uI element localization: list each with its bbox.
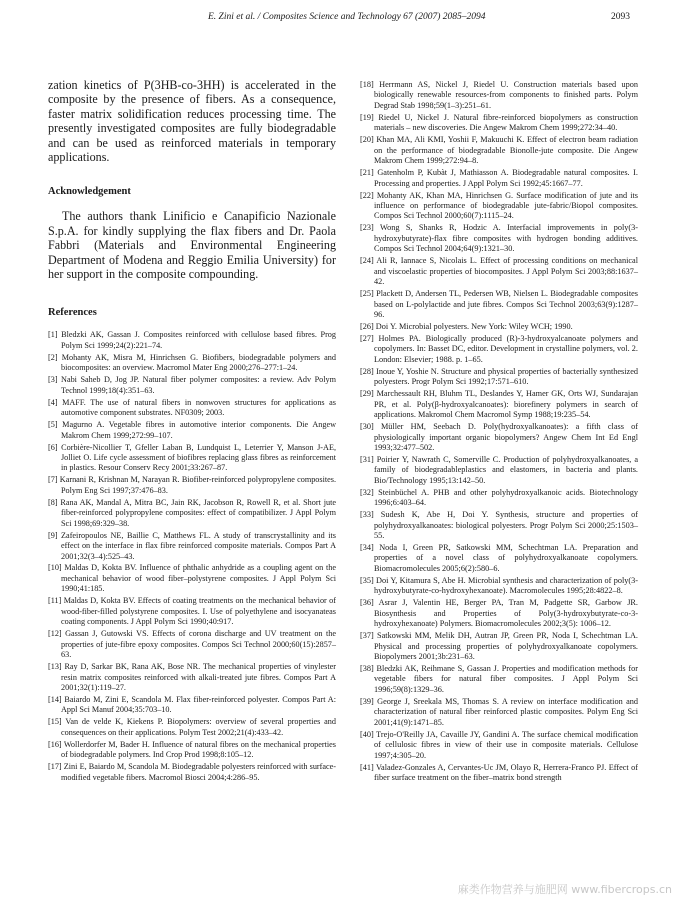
reference-item: [12] Gassan J, Gutowski VS. Effects of corona discharge and UV treatment on the properties of jute-fibre epoxy composites. Compos Sci Technol 2000;60(15):2857–63. bbox=[48, 629, 336, 660]
reference-item: [19] Riedel U, Nickel J. Natural fibre-reinforced biopolymers as construction materials – new discoveries. Die Angew Makrom Chem 1999;272:34–40. bbox=[360, 112, 638, 133]
reference-item: [37] Satkowski MM, Melik DH, Autran JP, Green PR, Noda I, Schechtman LA. Physical and processing properties of polyhydroxyalkanoate copolymers. Biopolymers 2001;3b:231–63. bbox=[360, 631, 638, 662]
running-header bbox=[48, 12, 630, 26]
watermark: 麻类作物营养与施肥网 www.fibercrops.cn bbox=[457, 883, 672, 896]
reference-item: [16] Wollerdorfer M, Bader H. Influence of natural fibres on the mechanical properties of biodegradable polymers. Ind Crop Prod 1998;8:105–12. bbox=[48, 739, 336, 760]
acknowledgement-heading: Acknowledgement bbox=[48, 186, 131, 198]
reference-item: [31] Poirier Y, Nawrath C, Somerville C. Production of polyhydroxyalkanoates, a family of biodegradableplastics and elastomers, in bacteria and plants. Bio/Technology 1995;13:142–50. bbox=[360, 454, 638, 485]
reference-item: [35] Doi Y, Kitamura S, Abe H. Microbial synthesis and characterization of poly(3-hydroxybutyrate-co-hydroxyhexanoate). Macromolecules 1995;28:4822–8. bbox=[360, 575, 638, 596]
reference-list-left bbox=[48, 330, 336, 783]
reference-item: [29] Marchessault RH, Bluhm TL, Deslandes Y, Hamer GK, Orts WJ, Sundarajan PR, et al. Poly(β-hydroxyalcanoates): biorefinery polymers in search of applications. Makromol Chem Macromol Symp 1988;19:235–54. bbox=[360, 389, 638, 420]
reference-item: [18] Herrmann AS, Nickel J, Riedel U. Construction materials based upon biologically renewable resources-from components to finished parts. Polym Degrad Stab 1998;59(1–3):251–61. bbox=[360, 80, 638, 110]
reference-item: [2] Mohanty AK, Misra M, Hinrichsen G. Biofibers, biodegradable polymers and biocomposites: an overview. Macromol Mater Eng 2000;276–277:1–24. bbox=[48, 352, 336, 373]
reference-item: [13] Ray D, Sarkar BK, Rana AK, Bose NR. The mechanical properties of vinylester resin matrix composites reinforced with alkali-treated jute fibres. Compos Part A 2001;32(1):119–27. bbox=[48, 662, 336, 692]
reference-item: [23] Wong S, Shanks R, Hodzic A. Interfacial improvements in poly(3-hydroxybutyrate)-flax fibre composites with hydrogen bonding additives. Compos Sci Technol 2004;64(9):1321–30. bbox=[360, 223, 638, 254]
reference-item: [38] Bledzki AK, Reihmane S, Gassan J. Properties and modification methods for vegetable fibers for natural fiber composites. J Appl Polym Sci 1996;59(8):1329–36. bbox=[360, 664, 638, 694]
reference-item: [14] Baiardo M, Zini E, Scandola M. Flax fiber-reinforced polyester. Compos Part A: Appl Sci Manuf 2004;35:703–10. bbox=[48, 694, 336, 715]
reference-item: [9] Zafeiropoulos NE, Baillie C, Matthews FL. A study of transcrystallinity and its effect on the interface in flax fibre reinforced composite materials. Compos Part A 2001;32(3–4):525–43. bbox=[48, 530, 336, 561]
reference-item: [27] Holmes PA. Biologically produced (R)-3-hydroxyalcanoate polymers and copolymers. In: Basset DC, editor. Development in crystalline polymers, vol. 2. London: Elsevier; 1988. p. 1–65. bbox=[360, 333, 638, 364]
reference-item: [41] Valadez-Gonzales A, Cervantes-Uc JM, Olayo R, Herrera-Franco PJ. Effect of fiber surface treatment on the fiber–matrix bond strength bbox=[360, 762, 638, 783]
reference-item: [28] Inoue Y, Yoshie N. Structure and physical properties of bacterially synthesized polyesters. Progr Polym Sci 1992;17:571–610. bbox=[360, 366, 638, 387]
reference-item: [21] Gatenholm P, Kubàt J, Mathiasson A. Biodegradable natural composites. I. Processing and properties. J Appl Polym Sci 1992;45:1667–77. bbox=[360, 168, 638, 188]
reference-item: [25] Plackett D, Andersen TL, Pedersen WB, Nielsen L. Biodegradable composites based on L-polylactide and jute fibres. Compos Sci Technol 2003;63(9):1287–96. bbox=[360, 289, 638, 320]
reference-item: [34] Noda I, Green PR, Satkowski MM, Schechtman LA. Preparation and properties of a novel class of polyhydroxyalkanoate copolymers. Biomacromolecules 2005;6(2):580–6. bbox=[360, 543, 638, 573]
reference-list-right bbox=[360, 80, 638, 784]
acknowledgement-paragraph: The authors thank Linificio e Canapificio Nazionale S.p.A. for kindly supplying the flax fibers and Dr. Paola Fabbri (Materials and Environmental Engineering Department of Modena and Reggio Emilia University) for her support in the composite compounding. bbox=[48, 209, 336, 282]
reference-item: [4] MAFF. The use of natural fibers in nonwoven structures for applications as automotive component substrates. NF0309; 2003. bbox=[48, 397, 336, 418]
reference-item: [7] Karnani R, Krishnan M, Narayan R. Biofiber-reinforced polypropylene composites. Polym Eng Sci 1997;37:476–83. bbox=[48, 475, 336, 495]
reference-item: [8] Rana AK, Mandal A, Mitra BC, Jain RK, Jacobson R, Rowell R, et al. Short jute fiber-reinforced polypropylene composites: effect of compatibilizer. J Appl Polym Sci 1998;69:329–38. bbox=[48, 497, 336, 528]
reference-item: [10] Maldas D, Kokta BV. Influence of phthalic anhydride as a coupling agent on the mechanical behavior of wood fiber–polystyrene composites. J Appl Polym Sci 1990;41:185. bbox=[48, 563, 336, 594]
page-number: 2093 bbox=[611, 12, 630, 22]
journal-citation: E. Zini et al. / Composites Science and Technology 67 (2007) 2085–2094 bbox=[208, 12, 486, 22]
reference-item: [36] Asrar J, Valentin HE, Berger PA, Tran M, Padgette SR, Garbow JR. Biosynthesis and Properties of Poly(3-hydroxybutyrate-co-3-hydroxyhexanoate) Polymers. Biomacromolecules 2002;3(5): 1006–12. bbox=[360, 598, 638, 629]
reference-item: [6] Corbière-Nicollier T, Gfeller Laban B, Lundquist L, Leterrier Y, Manson J-AE, Jolliet O. Life cycle assessment of biofibres replacing glass fibres as reinforcement in plastics. Resour Conserv Recy 2001;33:267–87. bbox=[48, 442, 336, 473]
reference-item: [30] Müller HM, Seebach D. Poly(hydroxyalkanoates): a fifth class of physiologically important organic biopolymers? Angew Chem Int Ed Engl 1993;32:477–502. bbox=[360, 422, 638, 452]
references-heading: References bbox=[48, 307, 97, 319]
reference-item: [40] Trejo-O'Reilly JA, Cavaille JY, Gandini A. The surface chemical modification of cellulosic fibres in view of their use in composite materials. Cellulose 1997;4:305–20. bbox=[360, 729, 638, 760]
reference-item: [1] Bledzki AK, Gassan J. Composites reinforced with cellulose based fibres. Prog Polym Sci 1999;24(2):221–74. bbox=[48, 330, 336, 350]
reference-item: [26] Doi Y. Microbial polyesters. New York: Wiley WCH; 1990. bbox=[360, 321, 573, 331]
reference-item: [33] Sudesh K, Abe H, Doi Y. Synthesis, structure and properties of polyhydroxyalkanoates: biological polyesters. Progr Polym Sci 2000;25:1503–55. bbox=[360, 510, 638, 541]
reference-item: [17] Zini E, Baiardo M, Scandola M. Biodegradable polyesters reinforced with surface-modified vegetable fibers. Macromol Biosci 2004;4:286–95. bbox=[48, 762, 336, 782]
reference-item: [24] Ali R, Iannace S, Nicolais L. Effect of processing conditions on mechanical and viscoelastic properties of biocomposites. J Appl Polym Sci 2003;88:1637–42. bbox=[360, 256, 638, 287]
reference-item: [22] Mohanty AK, Khan MA, Hinrichsen G. Surface modification of jute and its influence on performance of biodegradable jute-fabric/Biopol composites. Compos Sci Technol 2000;60(7):1115–24. bbox=[360, 190, 638, 221]
reference-item: [15] Van de velde K, Kiekens P. Biopolymers: overview of several properties and consequences on their applications. Polym Test 2002;21(4):433–42. bbox=[48, 717, 336, 737]
reference-item: [5] Magurno A. Vegetable fibres in automotive interior components. Die Angew Makrom Chem 1999;272:99–107. bbox=[48, 420, 336, 440]
left-column bbox=[48, 78, 336, 785]
reference-item: [32] Steinbüchel A. PHB and other polyhydroxyalkanoic acids. Biotechnology 1996;6:403–64. bbox=[360, 487, 638, 508]
intro-paragraph: zation kinetics of P(3HB-co-3HH) is accelerated in the composite by the presence of fibers. As a consequence, faster matrix solidification reduces processing time. The presently investigated composites are fully biodegradable and can be used as reinforced materials in temporary applications. bbox=[48, 78, 336, 165]
reference-item: [11] Maldas D, Kokta BV. Effects of coating treatments on the mechanical behavior of wood-fiber-filled polystyrene composites. I. Use of polyethylene and isocyanateas coating components. J Appl Polym Sci 1990;40:917. bbox=[48, 596, 336, 627]
reference-item: [39] George J, Sreekala MS, Thomas S. A review on interface modification and characterization of natural fiber reinforced plastic composites. Polym Eng Sci 2001;41(9):1471–85. bbox=[360, 696, 638, 727]
reference-item: [20] Khan MA, Ali KMI, Yoshii F, Makuuchi K. Effect of electron beam radiation on the performance of biodegradable Bionolle-jute composite. Die Angew Makrom Chem 1999;272:94–8. bbox=[360, 135, 638, 166]
reference-item: [3] Nabi Saheb D, Jog JP. Natural fiber polymer composites: a review. Adv Polym Technol 1999;18(4):351–63. bbox=[48, 375, 336, 395]
right-column bbox=[360, 80, 638, 785]
